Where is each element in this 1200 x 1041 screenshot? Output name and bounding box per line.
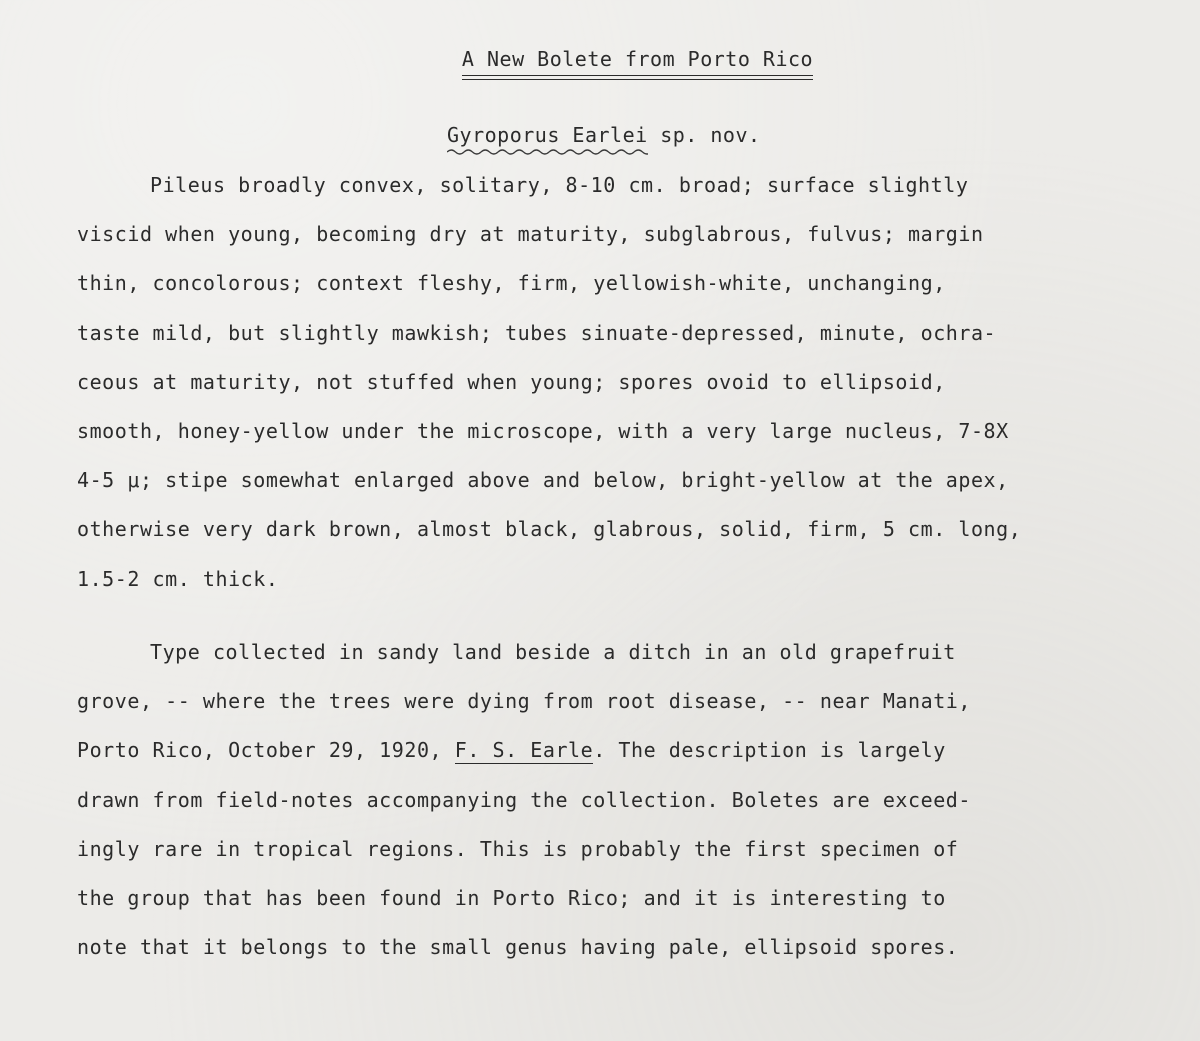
document-title [0,44,1200,76]
wavy-underline [447,148,648,156]
paragraph-line: thin, concolorous; context fleshy, firm, yellowish-white, unchanging, [77,271,946,296]
description-paragraph [77,170,1177,613]
paragraph-line: note that it belongs to the small genus having pale, ellipsoid spores. [77,935,959,960]
species-heading [447,120,761,150]
paragraph-line: smooth, honey-yellow under the microscope, with a very large nucleus, 7-8X [77,418,1009,443]
paragraph-line: drawn from field-notes accompanying the collection. Boletes are exceed- [77,787,971,812]
paragraph-line: Type collected in sandy land beside a ditch in an old grapefruit [150,640,956,664]
paragraph-line: grove, -- where the trees were dying from root disease, -- near Manati, [77,689,971,714]
paragraph-line: 4-5 μ; stipe somewhat enlarged above and below, bright-yellow at the apex, [77,468,1009,493]
paragraph-line: taste mild, but slightly mawkish; tubes sinuate-depressed, minute, ochra- [77,320,997,345]
paragraph-line: Pileus broadly convex, solitary, 8-10 cm. broad; surface slightly [150,173,969,197]
species-name [447,120,648,150]
paragraph-line: otherwise very dark brown, almost black, glabrous, solid, firm, 5 cm. long, [77,517,1022,542]
line-text: Porto Rico, October 29, 1920, [77,738,455,763]
paragraph-line: ceous at maturity, not stuffed when young; spores ovoid to ellipsoid, [77,369,946,394]
collector-name: F. S. Earle [454,738,594,763]
document-title-text: A New Bolete from Porto Rico [462,44,813,76]
paragraph-line: 1.5-2 cm. thick. [77,566,279,591]
species-suffix: sp. nov. [647,123,761,147]
paragraph-line: ingly rare in tropical regions. This is probably the first specimen of [77,836,959,861]
paragraph-line [77,735,1177,784]
species-name-text: Gyroporus Earlei [447,123,648,147]
paragraph-line: the group that has been found in Porto Rico; and it is interesting to [77,885,946,910]
type-locality-paragraph [77,637,1177,981]
paragraph-line: viscid when young, becoming dry at maturity, subglabrous, fulvus; margin [77,222,984,247]
line-text: . The description is largely [593,738,946,763]
